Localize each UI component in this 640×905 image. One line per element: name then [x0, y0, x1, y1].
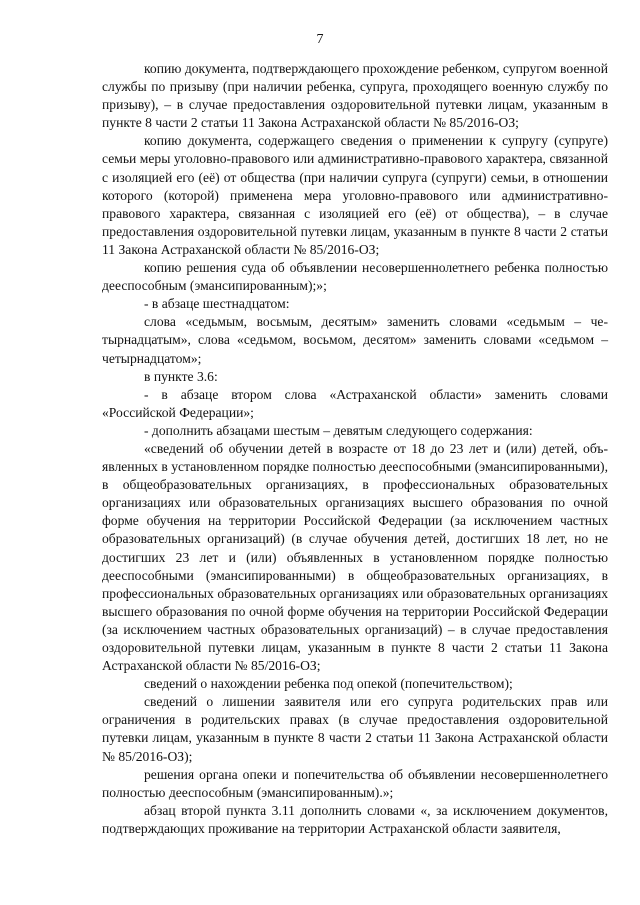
- paragraph: сведений о лишении заявителя или его супруга родительских прав или ограничения в родительских правах (в случае предоставления оздоровительной путевки лицам, указанным в пункте 8 части 2 статьи 11 Закона Астраханской области № 85/2016-ОЗ);: [102, 694, 608, 764]
- page-number: 7: [316, 32, 324, 47]
- paragraph: - в абзаце втором слова «Астраханской области» заменить словами «Российской Федерации»;: [102, 386, 608, 420]
- paragraph: «сведений об обучении детей в возрасте от 18 до 23 лет и (или) детей, объявленных в установленном порядке полностью дееспособными (эмансипированными), в общеобразовательных организациях, в профессиональных образовательных организациях или образовательных организациях высшего образования по очной форме обучения на территории Российской Федерации (за исключением частных образовательных организаций) (в случае обучения детей, достигших 18 лет, но не достигших 23 лет и (или) объявленных в установленном порядке полностью дееспособными (эмансипированными) в общеобразовательных организациях, в профессиональных образовательных организациях или образовательных организациях высшего образования по очной форме обучения на территории Российской Федерации (за исключением частных образовательных организаций) – в случае предоставления оздоровительной путевки лицам, указанным в пункте 8 части 2 статьи 11 Закона Астраханской области № 85/2016-ОЗ;: [102, 440, 608, 674]
- paragraph: копию документа, подтверждающего прохождение ребенком, супругом военной службы по призыву (при наличии ребенка, супруга, проходящего военную службу по призыву), – в случае предоставления оздоровительной путевки лицам, указанным в пункте 8 части 2 статьи 11 Закона Астраханской области № 85/2016-ОЗ;: [102, 61, 608, 131]
- paragraph: - в абзаце шестнадцатом:: [144, 296, 290, 312]
- paragraph: слова «седьмым, восьмым, десятым» заменить словами «седьмым – четырнадцатым», слова «седьмом, восьмом, десятом» заменить словами «седьмом – четырнадцатом»;: [102, 314, 608, 366]
- paragraph: решения органа опеки и попечительства об объявлении несовершеннолетнего полностью дееспособным (эмансипированным).»;: [102, 766, 608, 800]
- paragraph: сведений о нахождении ребенка под опекой (попечительством);: [144, 676, 513, 692]
- paragraph: абзац второй пункта 3.11 дополнить словами «, за исключением документов, подтверждающих проживание на территории Астраханской области заявителя,: [102, 802, 608, 836]
- document-text: [102, 60, 608, 838]
- paragraph: копию решения суда об объявлении несовершеннолетнего ребенка полностью дееспособным (эмансипированным);»;: [102, 260, 608, 294]
- paragraph: копию документа, содержащего сведения о применении к супругу (супруге) семьи меры уголовно-правового или административно-правового характера, связанной с изоляцией его (её) от общества (при наличии супруга (супруги) семьи, в отношении которого (которой) применена мера уголовно-правового или административно-правового характера, связанная с изоляцией его (её) от общества), – в случае предоставления оздоровительной путевки лицам, указанным в пункте 8 части 2 статьи 11 Закона Астраханской области № 85/2016-ОЗ;: [102, 133, 608, 257]
- paragraph: - дополнить абзацами шестым – девятым следующего содержания:: [144, 422, 533, 438]
- paragraph: в пункте 3.6:: [144, 368, 218, 384]
